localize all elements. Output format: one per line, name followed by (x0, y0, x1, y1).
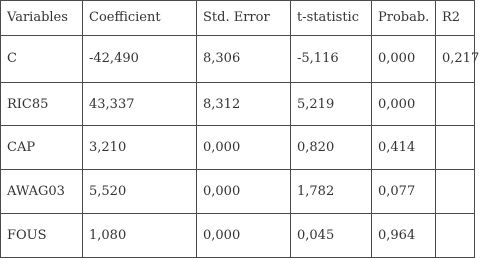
header-r2: R2 (436, 1, 475, 36)
cell-t-statistic: 1,782 (291, 170, 372, 214)
cell-t-statistic: -5,116 (291, 35, 372, 82)
cell-probability: 0,077 (372, 170, 436, 214)
table-row (1, 35, 475, 82)
cell-coefficient: 3,210 (83, 126, 197, 170)
header-std-error: Std. Error (197, 1, 291, 36)
cell-std-error: 0,000 (197, 126, 291, 170)
cell-coefficient: 43,337 (83, 82, 197, 126)
cell-probability: 0,000 (372, 82, 436, 126)
table-row (1, 214, 475, 258)
table-row (1, 126, 475, 170)
cell-std-error: 8,306 (197, 35, 291, 82)
table-row (1, 170, 475, 214)
cell-t-statistic: 5,219 (291, 82, 372, 126)
cell-r2 (436, 126, 475, 170)
cell-t-statistic: 0,045 (291, 214, 372, 258)
cell-r2 (436, 82, 475, 126)
cell-r2: 0,217 (436, 35, 475, 82)
cell-probability: 0,964 (372, 214, 436, 258)
cell-r2 (436, 170, 475, 214)
cell-variable: CAP (1, 126, 83, 170)
cell-std-error: 0,000 (197, 170, 291, 214)
table-header-row (1, 1, 475, 36)
cell-std-error: 8,312 (197, 82, 291, 126)
cell-variable: AWAG03 (1, 170, 83, 214)
header-variables: Variables (1, 1, 83, 36)
cell-probability: 0,414 (372, 126, 436, 170)
cell-coefficient: -42,490 (83, 35, 197, 82)
cell-variable: C (1, 35, 83, 82)
cell-variable: RIC85 (1, 82, 83, 126)
cell-t-statistic: 0,820 (291, 126, 372, 170)
cell-std-error: 0,000 (197, 214, 291, 258)
cell-r2 (436, 214, 475, 258)
header-probability: Probab. (372, 1, 436, 36)
cell-coefficient: 5,520 (83, 170, 197, 214)
table-row (1, 82, 475, 126)
cell-coefficient: 1,080 (83, 214, 197, 258)
cell-probability: 0,000 (372, 35, 436, 82)
header-t-statistic: t-statistic (291, 1, 372, 36)
cell-variable: FOUS (1, 214, 83, 258)
header-coefficient: Coefficient (83, 1, 197, 36)
